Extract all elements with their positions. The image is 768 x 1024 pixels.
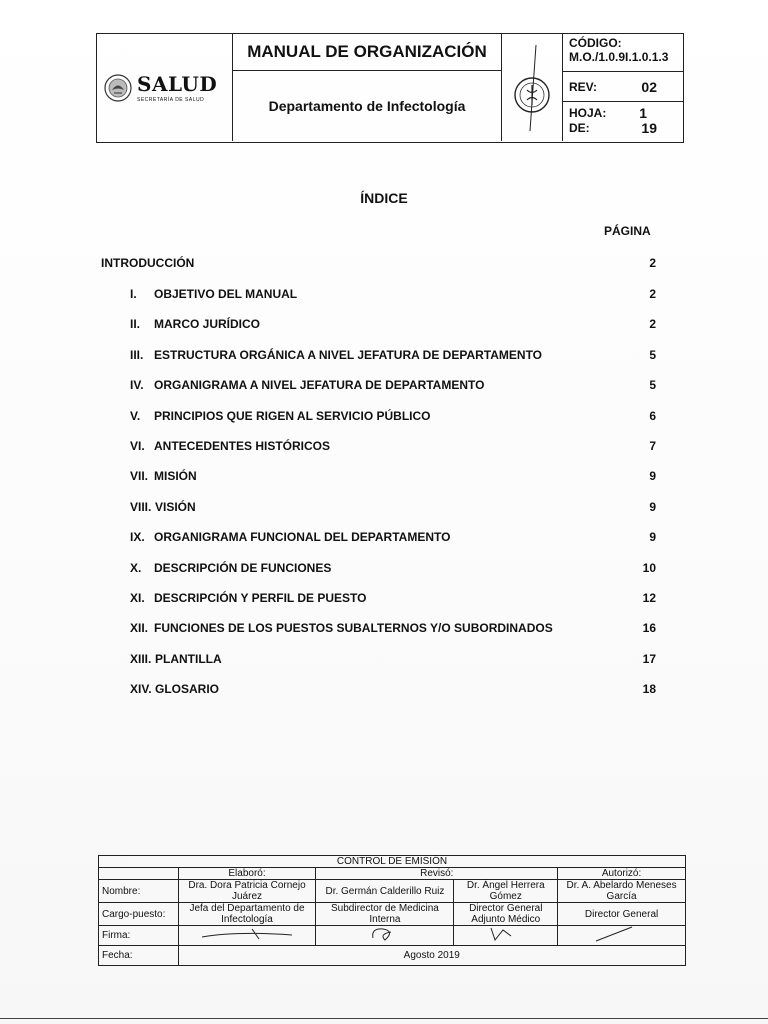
- toc-label: VISIÓN: [155, 500, 196, 514]
- code-row: [563, 34, 683, 72]
- toc-number: I.: [130, 287, 137, 301]
- autorizo-signature: [558, 926, 686, 946]
- page-bottom-rule: [0, 1018, 768, 1019]
- toc-row[interactable]: [0, 530, 768, 548]
- control-title: CONTROL DE EMISIÓN: [99, 856, 686, 868]
- manual-title: MANUAL DE ORGANIZACIÓN: [233, 34, 501, 71]
- toc-label: MARCO JURÍDICO: [154, 317, 261, 331]
- toc-page: 9: [649, 469, 656, 483]
- nombre-label: Nombre:: [99, 880, 179, 903]
- toc-number: XII.: [130, 621, 149, 635]
- autorizo-header: Autorizó:: [558, 868, 686, 880]
- document-header: [96, 33, 684, 143]
- logo-subtitle: SECRETARÍA DE SALUD: [137, 97, 205, 103]
- toc-label: INTRODUCCIÓN: [101, 256, 195, 270]
- toc-number: XIV.: [130, 682, 152, 696]
- code-cell: [563, 34, 683, 141]
- toc-label: DESCRIPCIÓN Y PERFIL DE PUESTO: [154, 591, 367, 605]
- toc-row-intro[interactable]: [0, 256, 768, 274]
- title-cell: [233, 34, 502, 141]
- salud-logo: [103, 72, 217, 103]
- toc-row[interactable]: [0, 348, 768, 366]
- reviso2-nombre: Dr. Ángel Herrera Gómez: [454, 880, 558, 903]
- code-value: M.O./1.0.9I.1.0.1.3: [569, 50, 669, 64]
- sheet-row: [563, 102, 683, 141]
- toc-page: 18: [642, 682, 656, 696]
- autorizo-cargo: Director General: [558, 903, 686, 926]
- toc-number: X.: [130, 561, 142, 575]
- toc-label: OBJETIVO DEL MANUAL: [154, 287, 298, 301]
- elaboro-header: Elaboró:: [178, 868, 316, 880]
- toc-row[interactable]: [0, 682, 768, 700]
- of-label: DE:: [569, 121, 590, 135]
- toc-label: ORGANIGRAMA FUNCIONAL DEL DEPARTAMENTO: [154, 530, 451, 544]
- reviso-header: Revisó:: [316, 868, 558, 880]
- toc-row[interactable]: [0, 591, 768, 609]
- toc-number: VII.: [130, 469, 149, 483]
- elaboro-signature: [178, 926, 316, 946]
- toc-page: 2: [649, 256, 656, 270]
- toc-row[interactable]: [0, 409, 768, 427]
- rev-label: REV:: [569, 79, 598, 94]
- toc-page: 9: [649, 500, 656, 514]
- signature-icon: [481, 926, 531, 942]
- code-label: CÓDIGO:: [569, 36, 622, 50]
- toc-page: 5: [649, 378, 656, 392]
- toc-label: MISIÓN: [154, 469, 197, 483]
- cargo-label: Cargo-puesto:: [99, 903, 179, 926]
- firma-label: Firma:: [99, 926, 179, 946]
- toc-number: V.: [130, 409, 141, 423]
- of-value: 19: [641, 120, 657, 136]
- elaboro-cargo: Jefa del Departamento de Infectología: [178, 903, 316, 926]
- toc-label: PLANTILLA: [155, 652, 222, 666]
- toc-page: 7: [649, 439, 656, 453]
- toc-label: GLOSARIO: [155, 682, 220, 696]
- toc-number: VI.: [130, 439, 145, 453]
- toc-row[interactable]: [0, 561, 768, 579]
- signature-icon: [365, 926, 405, 942]
- toc-page: 5: [649, 348, 656, 362]
- toc-number: III.: [130, 348, 144, 362]
- reviso1-nombre: Dr. Germán Calderillo Ruiz: [316, 880, 454, 903]
- toc-label: ESTRUCTURA ORGÁNICA A NIVEL JEFATURA DE DEPARTAMENTO: [154, 348, 543, 362]
- institute-seal-icon: [508, 43, 556, 133]
- rev-row: [563, 72, 683, 102]
- fecha-label: Fecha:: [99, 946, 179, 966]
- toc-page: 16: [642, 621, 656, 635]
- toc-page: 10: [642, 561, 656, 575]
- toc-page: 12: [642, 591, 656, 605]
- reviso2-cargo: Director General Adjunto Médico: [454, 903, 558, 926]
- seal-cell: [502, 34, 563, 141]
- toc-page: 17: [642, 652, 656, 666]
- toc-label: ANTECEDENTES HISTÓRICOS: [154, 439, 331, 453]
- department-name: Departamento de Infectología: [268, 97, 466, 114]
- toc-number: VIII.: [130, 500, 152, 514]
- control-table: [98, 855, 686, 966]
- rev-value: 02: [641, 78, 657, 95]
- reviso1-signature: [316, 926, 454, 946]
- autorizo-nombre: Dr. A. Abelardo Meneses García: [558, 880, 686, 903]
- toc-row[interactable]: [0, 317, 768, 335]
- toc-row[interactable]: [0, 621, 768, 639]
- toc-label: FUNCIONES DE LOS PUESTOS SUBALTERNOS Y/O SUBORDINADOS: [154, 621, 553, 635]
- toc-number: XIII.: [130, 652, 152, 666]
- toc-page: 2: [649, 287, 656, 301]
- toc-label: PRINCIPIOS QUE RIGEN AL SERVICIO PÚBLICO: [154, 409, 431, 423]
- elaboro-nombre: Dra. Dora Patricia Cornejo Juárez: [178, 880, 316, 903]
- page-column-header: PÁGINA: [604, 224, 651, 238]
- toc-page: 6: [649, 409, 656, 423]
- toc-row[interactable]: [0, 652, 768, 670]
- toc-number: II.: [130, 317, 141, 331]
- sheet-value: 1: [639, 105, 647, 121]
- signature-icon: [592, 926, 652, 942]
- toc-number: XI.: [130, 591, 145, 605]
- eagle-emblem-icon: [103, 73, 133, 103]
- fecha-value: Agosto 2019: [178, 946, 685, 966]
- logo-cell: [97, 34, 233, 141]
- reviso1-cargo: Subdirector de Medicina Interna: [316, 903, 454, 926]
- reviso2-signature: [454, 926, 558, 946]
- toc-number: IV.: [130, 378, 144, 392]
- signature-icon: [197, 927, 297, 941]
- index-title: ÍNDICE: [360, 190, 408, 206]
- sheet-label: HOJA:: [569, 106, 607, 120]
- toc-label: DESCRIPCIÓN DE FUNCIONES: [154, 561, 332, 575]
- toc-row[interactable]: [0, 469, 768, 487]
- toc-page: 9: [649, 530, 656, 544]
- toc-row[interactable]: [0, 439, 768, 457]
- toc-row[interactable]: [0, 287, 768, 305]
- toc-row[interactable]: [0, 378, 768, 396]
- toc-label: ORGANIGRAMA A NIVEL JEFATURA DE DEPARTAMENTO: [154, 378, 485, 392]
- toc-number: IX.: [130, 530, 145, 544]
- toc-row[interactable]: [0, 500, 768, 518]
- toc-page: 2: [649, 317, 656, 331]
- logo-word: SALUD: [137, 72, 218, 96]
